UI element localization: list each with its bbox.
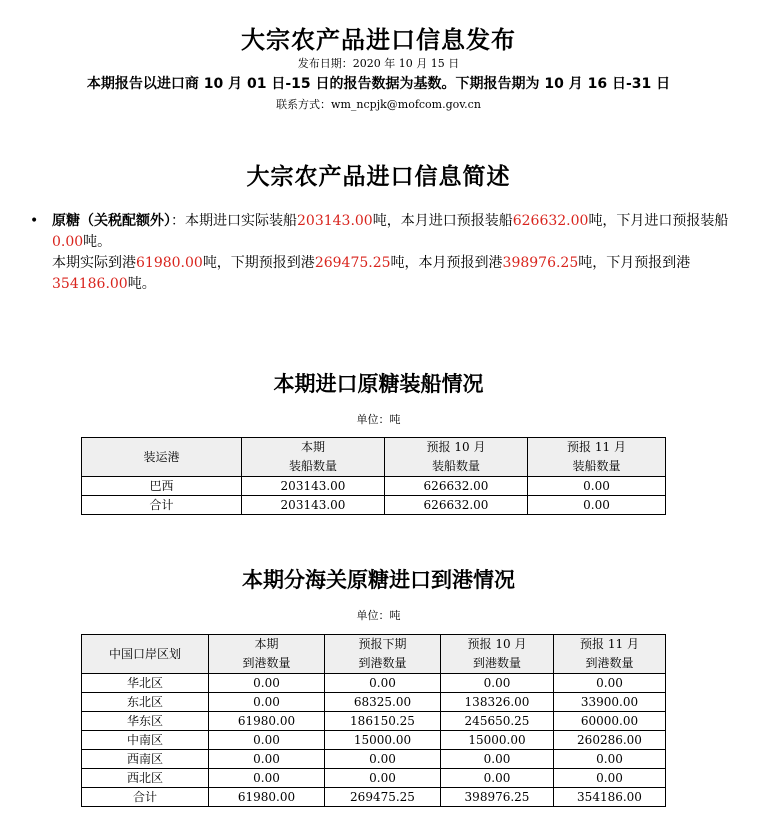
table-cell: 203143.00 <box>242 477 385 496</box>
table-cell: 西南区 <box>82 750 209 769</box>
table-row <box>82 712 666 731</box>
table-cell: 203143.00 <box>242 496 385 515</box>
table-cell: 0.00 <box>441 674 554 693</box>
table-cell: 0.00 <box>325 750 441 769</box>
table-cell: 0.00 <box>441 769 554 788</box>
table-cell: 0.00 <box>554 674 666 693</box>
table-cell: 269475.25 <box>325 788 441 807</box>
arrival-table-unit: 单位：吨 <box>356 609 401 622</box>
summary-text-8: 吨，下月预报到港 <box>578 255 691 271</box>
column-header: 预报下期 到港数量 <box>325 635 441 674</box>
next-month-forecast-shipment-value: 0.00 <box>52 234 84 250</box>
bullet-icon: • <box>30 213 39 229</box>
table-row <box>82 693 666 712</box>
table-cell: 0.00 <box>528 496 666 515</box>
column-header: 预报 11 月 到港数量 <box>554 635 666 674</box>
table-cell: 354186.00 <box>554 788 666 807</box>
summary-title: 大宗农产品进口信息简述 <box>246 164 511 190</box>
table-cell: 626632.00 <box>385 496 528 515</box>
summary-text-6: 吨，下期预报到港 <box>202 255 315 271</box>
page-title: 大宗农产品进口信息发布 <box>241 26 516 54</box>
summary-text-4: 吨。 <box>83 234 112 250</box>
table-cell: 合计 <box>82 788 209 807</box>
table-cell: 260286.00 <box>554 731 666 750</box>
actual-shipment-value: 203143.00 <box>297 213 373 229</box>
table-cell: 61980.00 <box>209 712 325 731</box>
actual-arrival-value: 61980.00 <box>136 255 203 271</box>
table-cell: 0.00 <box>441 750 554 769</box>
table-cell: 398976.25 <box>441 788 554 807</box>
table-cell: 合计 <box>82 496 242 515</box>
arrival-table-title: 本期分海关原糖进口到港情况 <box>242 568 515 592</box>
table-row <box>82 731 666 750</box>
month-forecast-shipment-value: 626632.00 <box>512 213 589 229</box>
table-cell: 68325.00 <box>325 693 441 712</box>
table-cell: 0.00 <box>325 674 441 693</box>
table-row <box>82 750 666 769</box>
table-cell: 0.00 <box>554 750 666 769</box>
table-header-row <box>82 635 666 674</box>
table-cell: 0.00 <box>325 769 441 788</box>
column-header: 预报 10 月 装船数量 <box>385 438 528 477</box>
table-cell: 61980.00 <box>209 788 325 807</box>
table-cell: 0.00 <box>209 693 325 712</box>
table-cell: 东北区 <box>82 693 209 712</box>
summary-list-item <box>30 211 742 295</box>
summary-text-3: 吨，下月进口预报装船 <box>588 213 729 229</box>
table-row <box>82 769 666 788</box>
table-cell: 245650.25 <box>441 712 554 731</box>
table-cell: 138326.00 <box>441 693 554 712</box>
table-cell: 60000.00 <box>554 712 666 731</box>
shipment-table-unit: 单位：吨 <box>356 413 401 426</box>
table-cell: 15000.00 <box>325 731 441 750</box>
table-cell: 0.00 <box>209 731 325 750</box>
summary-text-1: 本期进口实际装船 <box>185 213 297 229</box>
column-header: 预报 10 月 到港数量 <box>441 635 554 674</box>
table-cell: 西北区 <box>82 769 209 788</box>
table-cell: 巴西 <box>82 477 242 496</box>
column-header: 预报 11 月 装船数量 <box>528 438 666 477</box>
arrival-table <box>81 634 666 807</box>
table-cell: 626632.00 <box>385 477 528 496</box>
table-row <box>82 788 666 807</box>
table-cell: 33900.00 <box>554 693 666 712</box>
table-cell: 15000.00 <box>441 731 554 750</box>
table-row <box>82 496 666 515</box>
table-cell: 中南区 <box>82 731 209 750</box>
column-header: 本期 装船数量 <box>242 438 385 477</box>
publish-date: 发布日期：2020 年 10 月 15 日 <box>297 57 460 70</box>
table-cell: 华东区 <box>82 712 209 731</box>
table-header-row <box>82 438 666 477</box>
summary-text-5: 本期实际到港 <box>52 255 136 271</box>
table-cell: 0.00 <box>209 750 325 769</box>
summary-text-9: 吨。 <box>127 276 156 292</box>
shipment-table <box>81 437 666 515</box>
commodity-label: 原糖（关税配额外） <box>52 213 171 229</box>
table-cell: 华北区 <box>82 674 209 693</box>
column-header: 本期 到港数量 <box>209 635 325 674</box>
table-cell: 0.00 <box>554 769 666 788</box>
summary-colon: ： <box>171 213 185 229</box>
month-forecast-arrival-value: 398976.25 <box>502 255 579 271</box>
next-period-forecast-arrival-value: 269475.25 <box>314 255 391 271</box>
shipment-table-title: 本期进口原糖装船情况 <box>273 372 484 396</box>
column-header: 中国口岸区划 <box>82 635 209 674</box>
table-row <box>82 477 666 496</box>
table-row <box>82 674 666 693</box>
column-header: 装运港 <box>82 438 242 477</box>
summary-text-2: 吨，本月进口预报装船 <box>372 213 513 229</box>
summary-text-7: 吨，本月预报到港 <box>390 255 503 271</box>
table-cell: 186150.25 <box>325 712 441 731</box>
table-cell: 0.00 <box>209 674 325 693</box>
next-month-forecast-arrival-value: 354186.00 <box>52 276 128 292</box>
table-cell: 0.00 <box>528 477 666 496</box>
contact-info: 联系方式：wm_ncpjk@mofcom.gov.cn <box>276 98 481 111</box>
report-period-note: 本期报告以进口商 10 月 01 日-15 日的报告数据为基数。下期报告期为 10 月 16 日-31 日 <box>86 76 671 92</box>
table-cell: 0.00 <box>209 769 325 788</box>
summary-text <box>52 211 742 295</box>
